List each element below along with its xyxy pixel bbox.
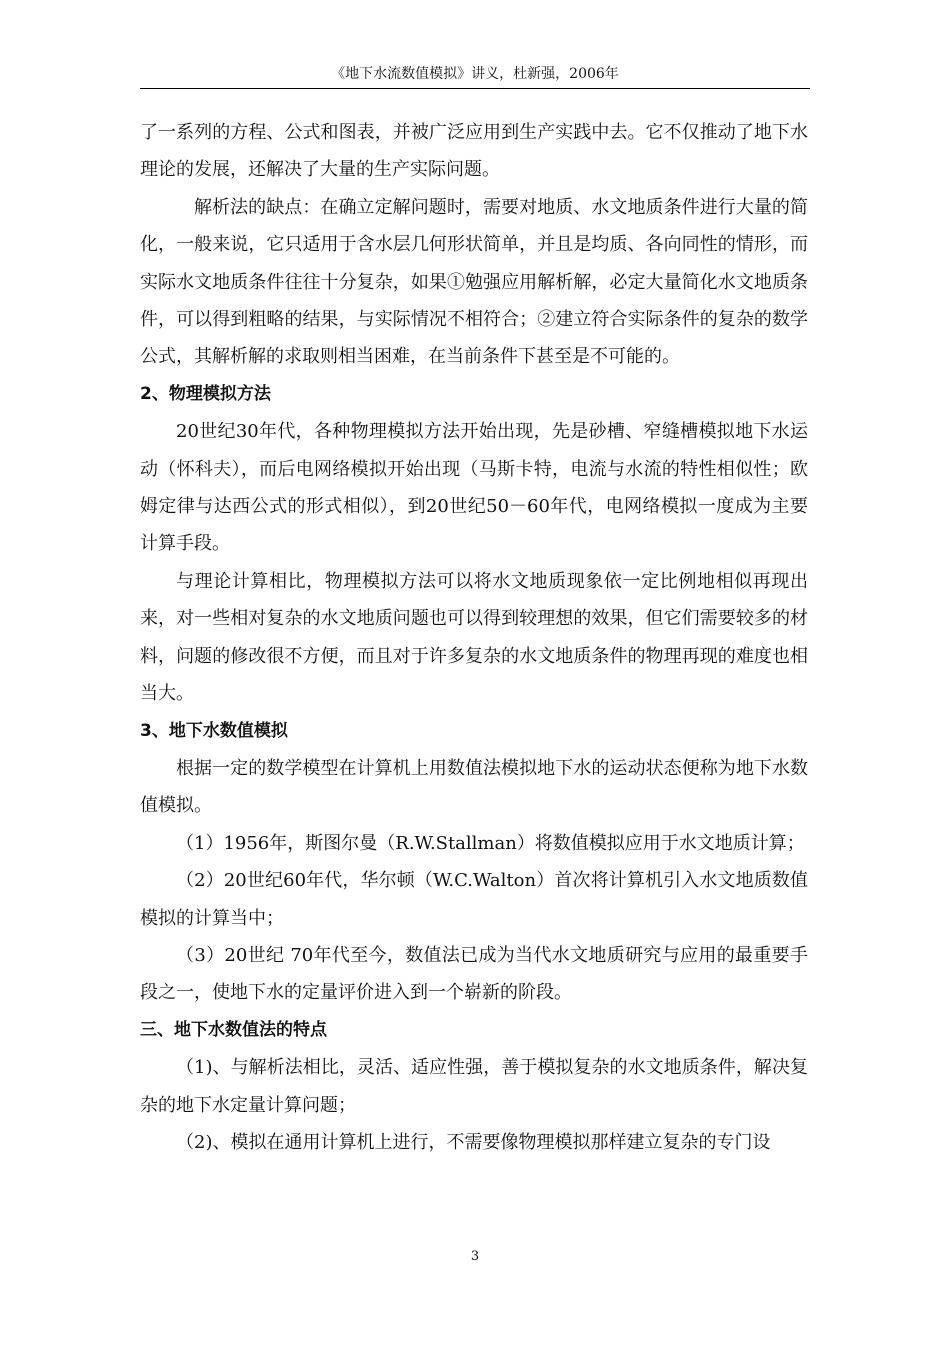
list-item-1970s: （3）20世纪 70年代至今，数值法已成为当代水文地质研究与应用的最重要手段之一，使地下水的定量评价进入到一个崭新的阶段。: [140, 944, 808, 1004]
feature-item-2: （2)、模拟在通用计算机上进行，不需要像物理模拟那样建立复杂的专门设: [176, 1131, 771, 1153]
list-item-1960s: （2）20世纪60年代，华尔顿（W.C.Walton）首次将计算机引入水文地质数值模拟的计算当中；: [140, 870, 808, 929]
header-rule: [140, 88, 810, 89]
running-header: 《地下水流数值模拟》讲义，杜新强，2006年: [331, 66, 619, 82]
page-number: 3: [470, 1249, 480, 1264]
feature-item-1: （1)、与解析法相比，灵活、适应性强，善于模拟复杂的水文地质条件，解决复杂的地下水定量计算问题；: [140, 1057, 808, 1116]
section-heading-numerical-features: 三、地下水数值法的特点: [140, 1019, 327, 1040]
paragraph-numerical-definition: 根据一定的数学模型在计算机上用数值法模拟地下水的运动状态便称为地下水数值模拟。: [140, 757, 808, 817]
section-heading-numerical-simulation: 3、地下水数值模拟: [140, 720, 288, 741]
paragraph-physical-comparison: 与理论计算相比，物理模拟方法可以将水文地质现象依一定比例地相似再现出来，对一些相对复杂的水文地质问题也可以得到较理想的效果，但它们需要较多的材料，问题的修改很不方便，而且对于许多复杂的水文地质条件的物理再现的难度也相当大。: [140, 570, 808, 705]
document-body: [140, 114, 808, 1161]
section-heading-physical-simulation: 2、物理模拟方法: [140, 383, 271, 404]
paragraph-continuation: 了一系列的方程、公式和图表，并被广泛应用到生产实践中去。它不仅推动了地下水理论的发展，还解决了大量的生产实际问题。: [140, 122, 808, 181]
list-item-1956: （1）1956年，斯图尔曼（R.W.Stallman）将数值模拟应用于水文地质计算；: [176, 832, 805, 854]
paragraph-analytical-drawbacks: 解析法的缺点：在确立定解问题时，需要对地质、水文地质条件进行大量的简化，一般来说，它只适用于含水层几何形状简单，并且是均质、各向同性的情形，而实际水文地质条件往往十分复杂，如果①勉强应用解析解，必定大量简化水文地质条件，可以得到粗略的结果，与实际情况不相符合；②建立符合实际条件的复杂的数学公式，其解析解的求取则相当困难，在当前条件下甚至是不可能的。: [140, 196, 808, 368]
paragraph-physical-history: 20世纪30年代，各种物理模拟方法开始出现，先是砂槽、窄缝槽模拟地下水运动（怀科夫），而后电网络模拟开始出现（马斯卡特，电流与水流的特性相似性；欧姆定律与达西公式的形式相似），到20世纪50－60年代，电网络模拟一度成为主要计算手段。: [140, 421, 808, 555]
